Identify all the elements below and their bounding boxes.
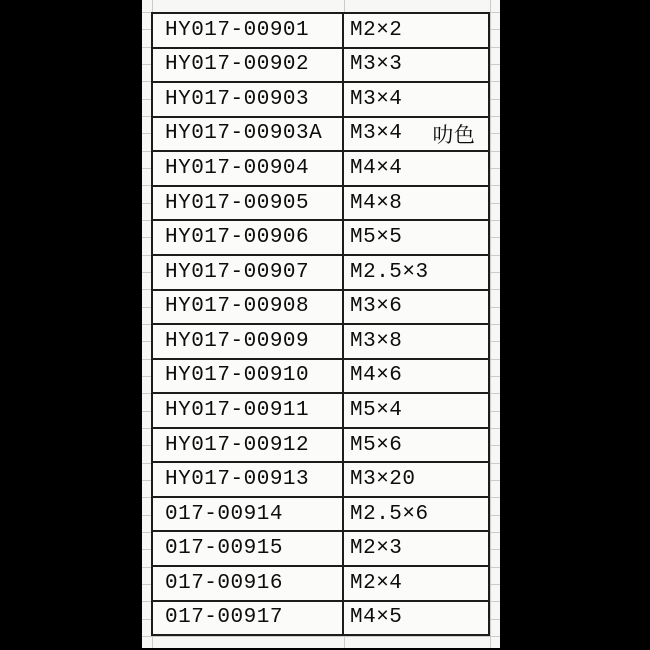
spec-note: 叻色 [432, 123, 476, 147]
part-number-cell[interactable]: 017-00916 [153, 567, 344, 600]
part-number-cell[interactable]: HY017-00904 [153, 152, 344, 185]
spec-text: M4×5 [350, 606, 403, 630]
table-row [153, 461, 488, 496]
part-number-cell[interactable]: HY017-00908 [153, 291, 344, 324]
spec-cell[interactable] [344, 118, 488, 151]
table-row [153, 496, 488, 531]
part-number-cell[interactable]: HY017-00913 [153, 463, 344, 496]
spec-cell[interactable] [344, 256, 488, 289]
spec-cell[interactable] [344, 360, 488, 393]
spec-cell[interactable] [344, 429, 488, 462]
parts-table [151, 12, 490, 636]
part-number-cell[interactable]: HY017-00907 [153, 256, 344, 289]
part-number-cell[interactable]: 017-00915 [153, 532, 344, 565]
part-number-cell[interactable]: HY017-00902 [153, 49, 344, 82]
spec-cell[interactable] [344, 187, 488, 220]
table-row [153, 530, 488, 565]
spec-text: M2.5×6 [350, 502, 429, 526]
table-row [153, 289, 488, 324]
table-row [153, 116, 488, 151]
table-row [153, 600, 488, 635]
spec-cell[interactable] [344, 394, 488, 427]
spec-cell[interactable] [344, 498, 488, 531]
spec-text: M3×8 [350, 329, 403, 353]
spec-text: M2×3 [350, 537, 403, 561]
spec-text: M3×3 [350, 53, 403, 77]
spec-text: M3×4 [350, 122, 403, 146]
spec-cell[interactable] [344, 291, 488, 324]
table-row [153, 219, 488, 254]
spec-text: M4×8 [350, 191, 403, 215]
spec-text: M2.5×3 [350, 260, 429, 284]
spec-cell[interactable] [344, 602, 488, 635]
table-row [153, 254, 488, 289]
part-number-cell[interactable]: HY017-00910 [153, 360, 344, 393]
table-row [153, 150, 488, 185]
part-number-cell[interactable]: HY017-00909 [153, 325, 344, 358]
spec-cell[interactable] [344, 14, 488, 47]
gridline-horizontal [142, 636, 500, 637]
part-number-cell[interactable]: HY017-00903 [153, 83, 344, 116]
spec-text: M5×6 [350, 433, 403, 457]
part-number-cell[interactable]: HY017-00911 [153, 394, 344, 427]
part-number-cell[interactable]: HY017-00906 [153, 221, 344, 254]
table-row [153, 81, 488, 116]
spec-cell[interactable] [344, 567, 488, 600]
part-number-cell[interactable]: 017-00917 [153, 602, 344, 635]
table-row [153, 14, 488, 47]
spec-cell[interactable] [344, 152, 488, 185]
spec-cell[interactable] [344, 221, 488, 254]
spec-text: M3×20 [350, 468, 416, 492]
table-row [153, 47, 488, 82]
part-number-cell[interactable]: 017-00914 [153, 498, 344, 531]
table-row [153, 358, 488, 393]
table-row [153, 323, 488, 358]
part-number-cell[interactable]: HY017-00912 [153, 429, 344, 462]
spec-cell[interactable] [344, 83, 488, 116]
spec-text: M5×5 [350, 226, 403, 250]
part-number-cell[interactable]: HY017-00901 [153, 14, 344, 47]
part-number-cell[interactable]: HY017-00903A [153, 118, 344, 151]
spec-text: M4×6 [350, 364, 403, 388]
table-row [153, 427, 488, 462]
table-row [153, 392, 488, 427]
spec-text: M2×2 [350, 18, 403, 42]
spec-cell[interactable] [344, 532, 488, 565]
spec-text: M3×6 [350, 295, 403, 319]
spec-cell[interactable] [344, 325, 488, 358]
spec-text: M4×4 [350, 157, 403, 181]
spec-text: M5×4 [350, 398, 403, 422]
gridline-vertical [490, 0, 491, 648]
part-number-cell[interactable]: HY017-00905 [153, 187, 344, 220]
spec-cell[interactable] [344, 49, 488, 82]
spec-cell[interactable] [344, 463, 488, 496]
table-row [153, 565, 488, 600]
spec-text: M3×4 [350, 87, 403, 111]
spec-text: M2×4 [350, 571, 403, 595]
table-row [153, 185, 488, 220]
